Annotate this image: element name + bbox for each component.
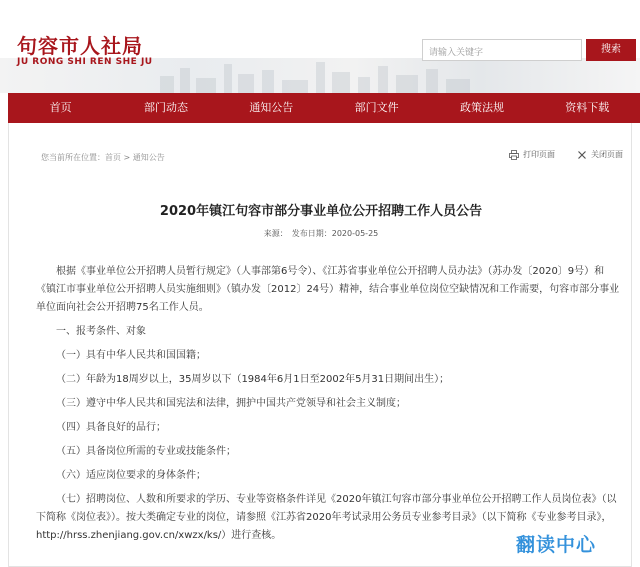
article-title: 2020年镇江句容市部分事业单位公开招聘工作人员公告 [159, 204, 483, 219]
breadcrumb-prefix: 您当前所在位置： [41, 153, 105, 162]
nav-item-policies[interactable]: 政策法规 [459, 101, 504, 114]
printer-icon [509, 150, 519, 160]
search-button[interactable]: 搜索 [586, 39, 636, 61]
nav-item-downloads[interactable]: 资料下载 [565, 101, 610, 114]
nav-item-dept-docs[interactable]: 部门文件 [354, 101, 399, 114]
print-page-button[interactable] [509, 149, 555, 160]
article-meta [9, 228, 633, 239]
nav-item-dept-news[interactable]: 部门动态 [143, 101, 188, 114]
source-label: 来源： [263, 229, 288, 238]
condition-item: （一）具有中华人民共和国国籍； [56, 350, 206, 361]
breadcrumb [41, 152, 165, 163]
condition-item: （五）具备岗位所需的专业或技能条件； [56, 446, 236, 457]
intro-paragraph: 根据《事业单位公开招聘人员暂行规定》（人事部第6号令）、《江苏省事业单位公开招聘人员办法》（苏办发〔2020〕9号）和《镇江市事业单位公开招聘人员实施细则》（镇办发〔2012〕24号）精神，结合事业单位岗位空缺情况和工作需要，句容市部分事业单位面向社会公开招聘75名工作人员。 [36, 266, 620, 313]
city-skyline-graphic [150, 58, 480, 93]
nav-item-home[interactable]: 首页 [49, 101, 72, 114]
page-tools [509, 149, 623, 160]
search-input[interactable]: 请输入关键字 [422, 39, 582, 61]
print-page-label: 打印页面 [523, 150, 555, 159]
site-header [0, 0, 640, 93]
close-page-label: 关闭页面 [591, 150, 623, 159]
main-nav [8, 93, 640, 123]
condition-item: （三）遵守中华人民共和国宪法和法律，拥护中国共产党领导和社会主义制度； [56, 398, 406, 409]
close-icon [577, 150, 587, 160]
publish-date: 2020-05-25 [331, 229, 379, 238]
article-body [36, 263, 621, 545]
condition-item-7: （七）招聘岗位、人数和所要求的学历、专业等资格条件详见《2020年镇江句容市部分事业单位公开招聘工作人员岗位表》（以下简称《岗位表》）。按大类确定专业的岗位，请参照《江苏省2020年考试录用公务员专业参考目录》（以下简称《专业参考目录》，http://hrss.zhenjiang.gov.cn/xwzx/ks/）进行查核。 [36, 494, 617, 541]
close-page-button[interactable] [577, 149, 623, 160]
nav-item-notices[interactable]: 通知公告 [249, 101, 294, 114]
section-heading: 一、报考条件、对象 [56, 326, 146, 337]
condition-item: （二）年龄为18周岁以上，35周岁以下（1984年6月1日至2002年5月31日期间出生）； [56, 374, 450, 385]
site-logo-text[interactable]: 句容市人社局 [17, 34, 143, 58]
site-logo-pinyin: JU RONG SHI REN SHE JU [17, 57, 153, 67]
condition-item: （六）适应岗位要求的身体条件； [56, 470, 206, 481]
breadcrumb-separator: > [121, 153, 133, 162]
date-label: 发布日期： [291, 229, 332, 238]
watermark-logo: 翻读中心 [516, 534, 597, 556]
article-container [8, 123, 632, 567]
condition-item: （四）具备良好的品行； [56, 422, 166, 433]
breadcrumb-home[interactable]: 首页 [105, 153, 121, 162]
breadcrumb-current[interactable]: 通知公告 [132, 153, 165, 162]
